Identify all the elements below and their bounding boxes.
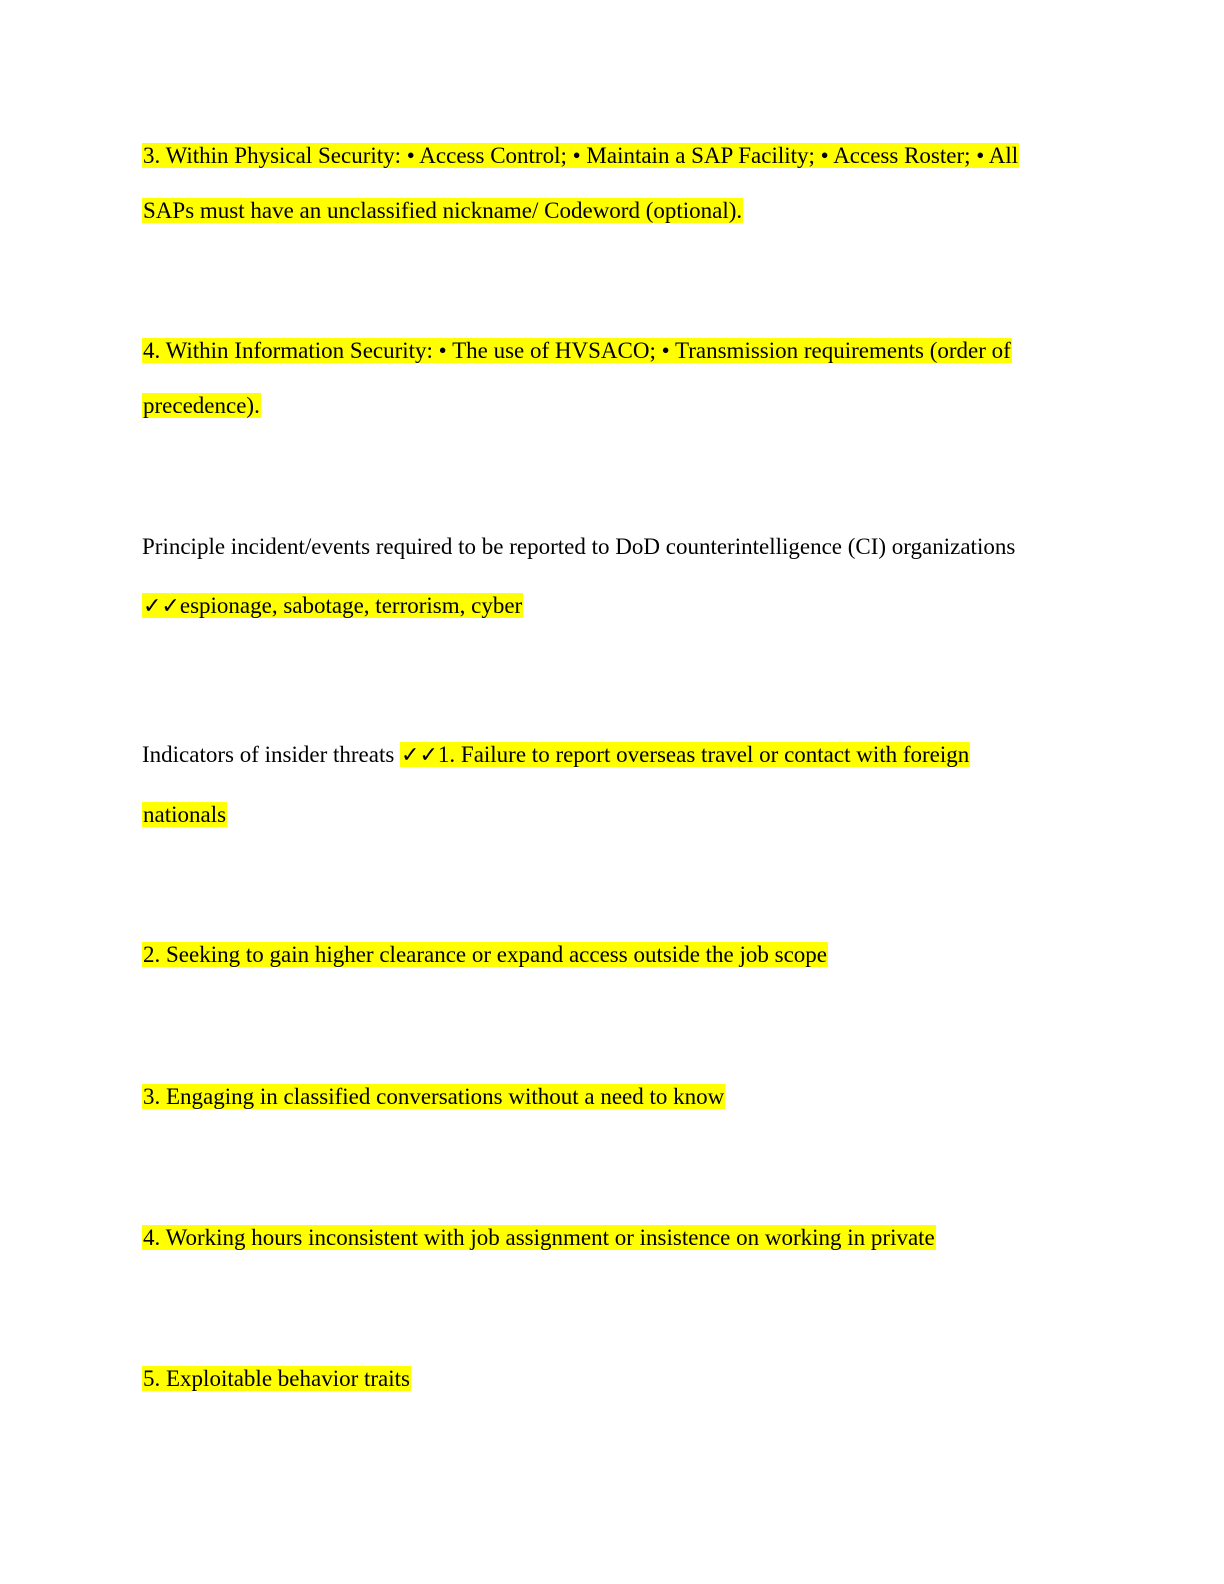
information-security-line-2 (142, 389, 261, 423)
indicator-4-text: 4. Working hours inconsistent with job assignment or insistence on working in private (143, 1225, 935, 1250)
insider-threat-answer-highlight (400, 742, 970, 767)
indicator-3-text: 3. Engaging in classified conversations without a need to know (143, 1084, 725, 1109)
indicator-2 (142, 938, 828, 972)
information-security-text-2: precedence). (143, 393, 260, 418)
principle-incidents-question (142, 530, 1015, 564)
insider-threat-question-text: Indicators of insider threats (142, 742, 401, 767)
physical-security-line-1 (142, 139, 1019, 173)
indicator-1-text-1: 1. Failure to report overseas travel or contact with foreign (437, 742, 970, 767)
double-check-icon: ✓✓ (143, 594, 180, 619)
physical-security-text-1: 3. Within Physical Security: • Access Control; • Maintain a SAP Facility; • Access Roster; • All (143, 143, 1019, 168)
double-check-icon: ✓✓ (401, 743, 438, 768)
principle-incidents-question-text: Principle incident/events required to be reported to DoD counterintelligence (CI) organizations (142, 534, 1016, 559)
insider-threat-indicators-line-1 (142, 738, 970, 773)
principle-incidents-answer-text: espionage, sabotage, terrorism, cyber (179, 593, 523, 618)
indicator-4 (142, 1221, 936, 1255)
information-security-text-1: 4. Within Information Security: • The use of HVSACO; • Transmission requirements (order of (143, 338, 1011, 363)
indicator-5 (142, 1362, 411, 1396)
principle-incidents-answer (142, 589, 523, 624)
physical-security-line-2 (142, 194, 743, 228)
indicator-1-text-2: nationals (143, 802, 227, 827)
information-security-line-1 (142, 334, 1012, 368)
physical-security-text-2: SAPs must have an unclassified nickname/ Codeword (optional). (143, 198, 743, 223)
principle-incidents-answer-highlight (142, 593, 523, 618)
insider-threat-indicators-line-2 (142, 798, 227, 832)
indicator-2-text: 2. Seeking to gain higher clearance or expand access outside the job scope (143, 942, 828, 967)
indicator-3 (142, 1080, 725, 1114)
indicator-5-text: 5. Exploitable behavior traits (143, 1366, 410, 1391)
